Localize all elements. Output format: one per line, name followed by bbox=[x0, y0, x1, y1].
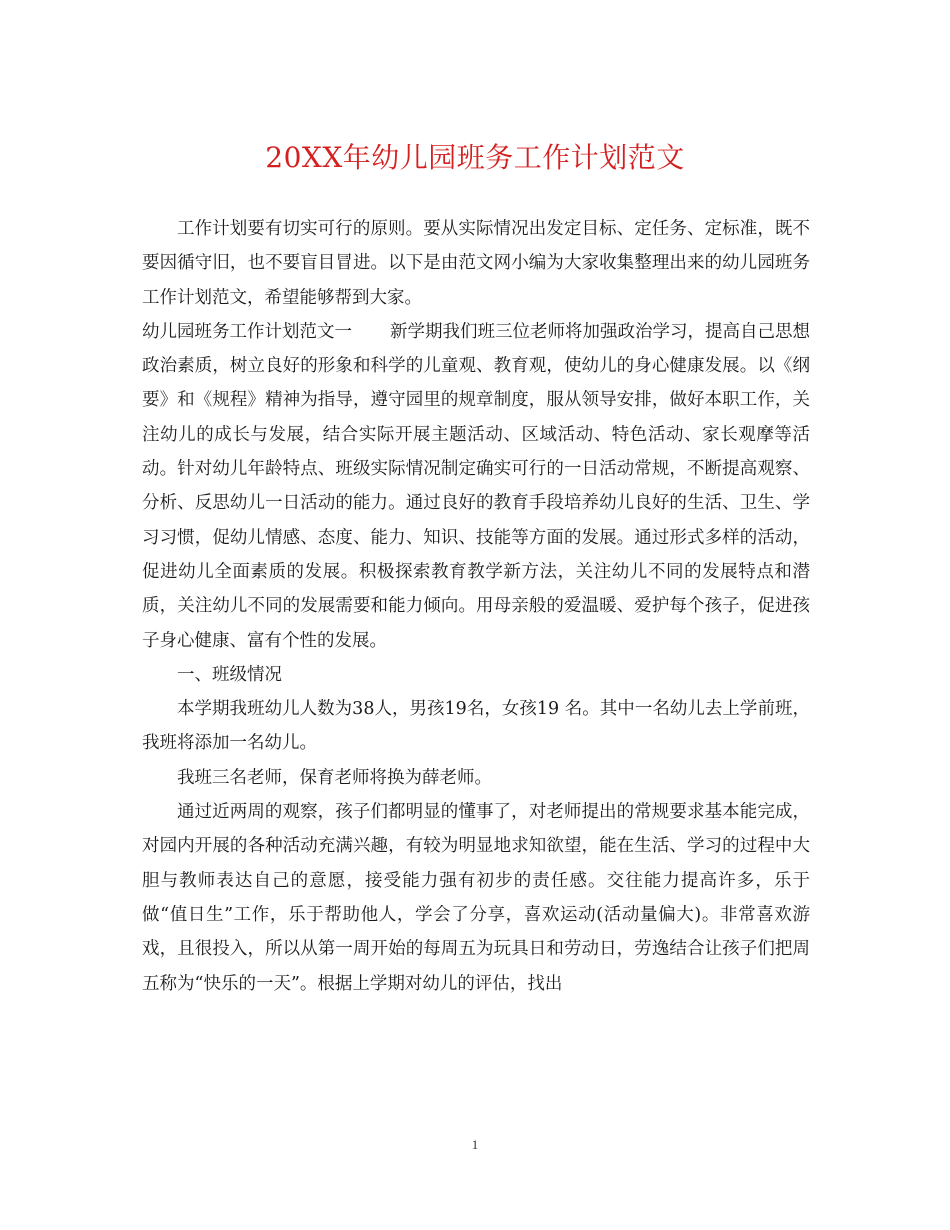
section-one-text: 新学期我们班三位老师将加强政治学习，提高自己思想政治素质，树立良好的形象和科学的儿童观、教育观，使幼儿的身心健康发展。以《纲要》和《规程》精神为指导，遵守园里的规章制度，服从领导安排，做好本职工作，关注幼儿的成长与发展，结合实际开展主题活动、区域活动、特色活动、家长观摩等活动。针对幼儿年龄特点、班级实际情况制定确实可行的一日活动常规，不断提高观察、分析、反思幼儿一日活动的能力。通过良好的教育手段培养幼儿良好的生活、卫生、学习习惯，促幼儿情感、态度、能力、知识、技能等方面的发展。通过形式多样的活动，促进幼儿全面素质的发展。积极探索教育教学新方法，关注幼儿不同的发展特点和潜质，关注幼儿不同的发展需要和能力倾向。用母亲般的爱温暖、爱护每个孩子，促进孩子身心健康、富有个性的发展。 bbox=[142, 321, 810, 651]
paragraph-class-count: 本学期我班幼儿人数为38人，男孩19名，女孩19 名。其中一名幼儿去上学前班，我班将添加一名幼儿。 bbox=[142, 699, 810, 754]
paragraph-section-one bbox=[142, 315, 810, 658]
document-title: 20XX年幼儿园班务工作计划范文 bbox=[265, 141, 685, 174]
paragraph-teachers: 我班三名老师，保育老师将换为薛老师。 bbox=[177, 767, 492, 788]
document-body bbox=[142, 212, 810, 1001]
paragraph-intro: 工作计划要有切实可行的原则。要从实际情况出发定目标、定任务、定标准，既不要因循守旧，也不要盲目冒进。以下是由范文网小编为大家收集整理出来的幼儿园班务工作计划范文，希望能够帮到大家。 bbox=[142, 219, 810, 308]
class-situation-heading: 一、班级情况 bbox=[177, 664, 282, 685]
paragraph-observation: 通过近两周的观察，孩子们都明显的懂事了，对老师提出的常规要求基本能完成，对园内开展的各种活动充满兴趣，有较为明显地求知欲望，能在生活、学习的过程中大胆与教师表达自己的意愿，接受能力强有初步的责任感。交往能力提高许多，乐于做“值日生”工作，乐于帮助他人，学会了分享，喜欢运动(活动量偏大)。非常喜欢游戏，且很投入，所以从第一周开始的每周五为玩具日和劳动日，劳逸结合让孩子们把周五称为“快乐的一天”。根据上学期对幼儿的评估，找出 bbox=[142, 802, 810, 994]
section-heading: 幼儿园班务工作计划范文一 bbox=[142, 321, 352, 342]
page-number: 1 bbox=[471, 1137, 479, 1152]
